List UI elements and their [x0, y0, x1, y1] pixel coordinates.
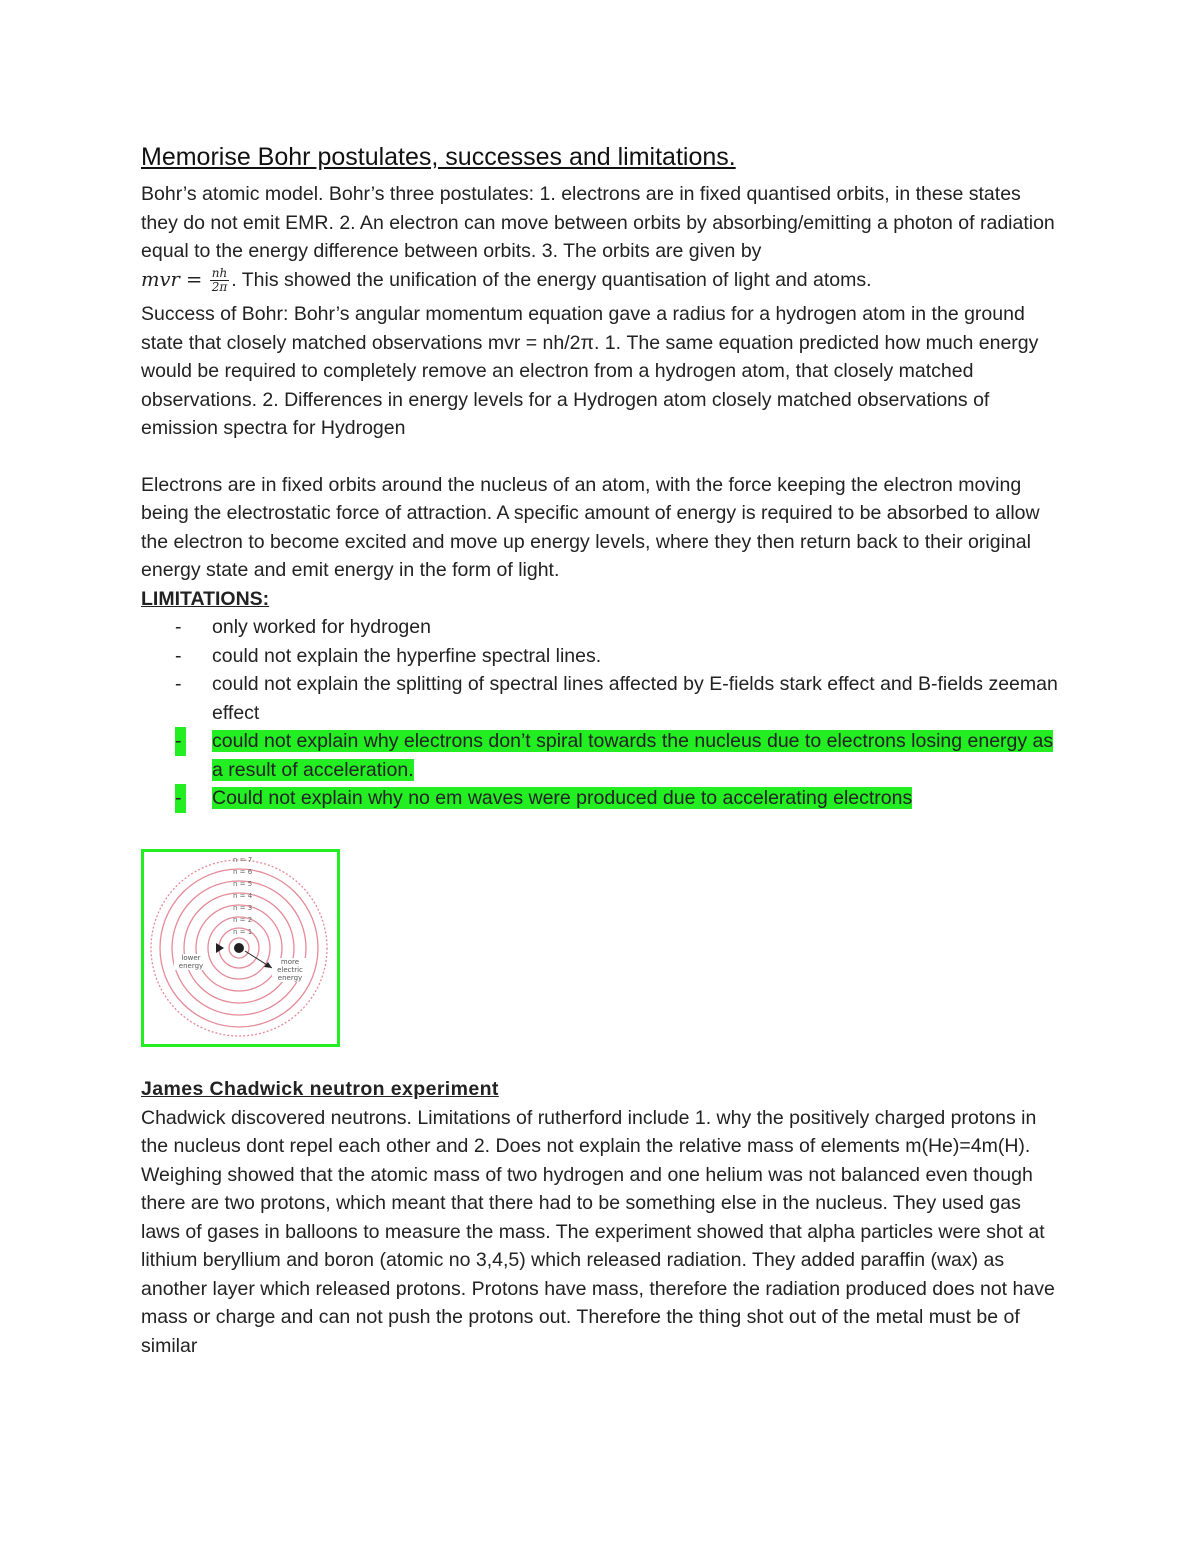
nucleus-icon: [234, 943, 244, 953]
left-energy-label: lower energy: [174, 954, 208, 970]
limitations-heading: LIMITATIONS:: [141, 587, 270, 610]
chadwick-heading: James Chadwick neutron experiment: [141, 1078, 499, 1100]
limitations-list: [141, 613, 1061, 813]
level-label: n = 2: [233, 916, 253, 924]
document-body: [141, 140, 1061, 813]
limitation-item: - could not explain the hyperfine spectral lines.: [175, 644, 602, 667]
level-label: n = 1: [233, 928, 253, 936]
level-label: n = 3: [233, 904, 253, 912]
level-label: n = 7: [233, 856, 253, 864]
formula-fraction: [210, 267, 229, 294]
formula-denominator: 2π: [211, 279, 228, 294]
bohr-model-figure: [141, 849, 340, 1047]
level-label: n = 5: [233, 880, 253, 888]
level-label: n = 4: [233, 892, 253, 900]
chadwick-section: [141, 1075, 1061, 1360]
limitation-item-highlighted: - Could not explain why no em waves were produced due to accelerating electrons: [141, 784, 1061, 813]
electrons-paragraph: Electrons are in fixed orbits around the nucleus of an atom, with the force keeping the electron moving being the electrostatic force of attraction. A specific amount of energy is required to be absorbed to allow the electron to become excited and move up energy levels, where they then return back to their original energy state and emit energy in the form of light.: [141, 473, 1040, 581]
formula-lhs: mvr =: [141, 267, 203, 291]
page-title: Memorise Bohr postulates, successes and limitations.: [141, 143, 736, 171]
bohr-orbits-diagram: [144, 852, 337, 1044]
postulates-after-formula: . This showed the unification of the energy quantisation of light and atoms.: [231, 268, 872, 291]
postulates-paragraph: [141, 180, 1061, 294]
limitation-item: - could not explain the splitting of spectral lines affected by E-fields stark effect and B-fields zeeman effect: [175, 673, 1058, 724]
limitation-item: - only worked for hydrogen: [175, 616, 431, 638]
postulates-text: Bohr’s atomic model. Bohr’s three postulates: 1. electrons are in fixed quantised orbits, in these states they do not emit EMR. 2. An electron can move between orbits by absorbing/emitting a photon of radiation equal to the energy difference between orbits. 3. The orbits are given by: [141, 183, 1055, 262]
level-label: n = 6: [233, 868, 253, 876]
limitation-item-highlighted: - could not explain why electrons don’t spiral towards the nucleus due to electrons losing energy as a result of acceleration.: [141, 727, 1061, 784]
formula-numerator: nh: [211, 265, 228, 280]
chadwick-paragraph: Chadwick discovered neutrons. Limitations of rutherford include 1. why the positively charged protons in the nucleus dont repel each other and 2. Does not explain the relative mass of elements m(He)=4m(H). Weighing showed that the atomic mass of two hydrogen and one helium was not balanced even though there are two protons, which meant that there had to be something else in the nucleus. They used gas laws of gases in balloons to measure the mass. The experiment showed that alpha particles were shot at lithium beryllium and boron (atomic no 3,4,5) which released radiation. They added paraffin (wax) as another layer which released protons. Protons have mass, therefore the radiation produced does not have mass or charge and can not push the protons out. Therefore the thing shot out of the metal must be of similar: [141, 1106, 1055, 1357]
success-paragraph: Success of Bohr: Bohr’s angular momentum equation gave a radius for a hydrogen atom in the ground state that closely matched observations mvr = nh/2π. 1. The same equation predicted how much energy would be required to completely remove an electron from a hydrogen atom, that closely matched observations. 2. Differences in energy levels for a Hydrogen atom closely matched observations of emission spectra for Hydrogen: [141, 303, 1039, 439]
right-energy-label: more electric energy: [272, 958, 308, 982]
